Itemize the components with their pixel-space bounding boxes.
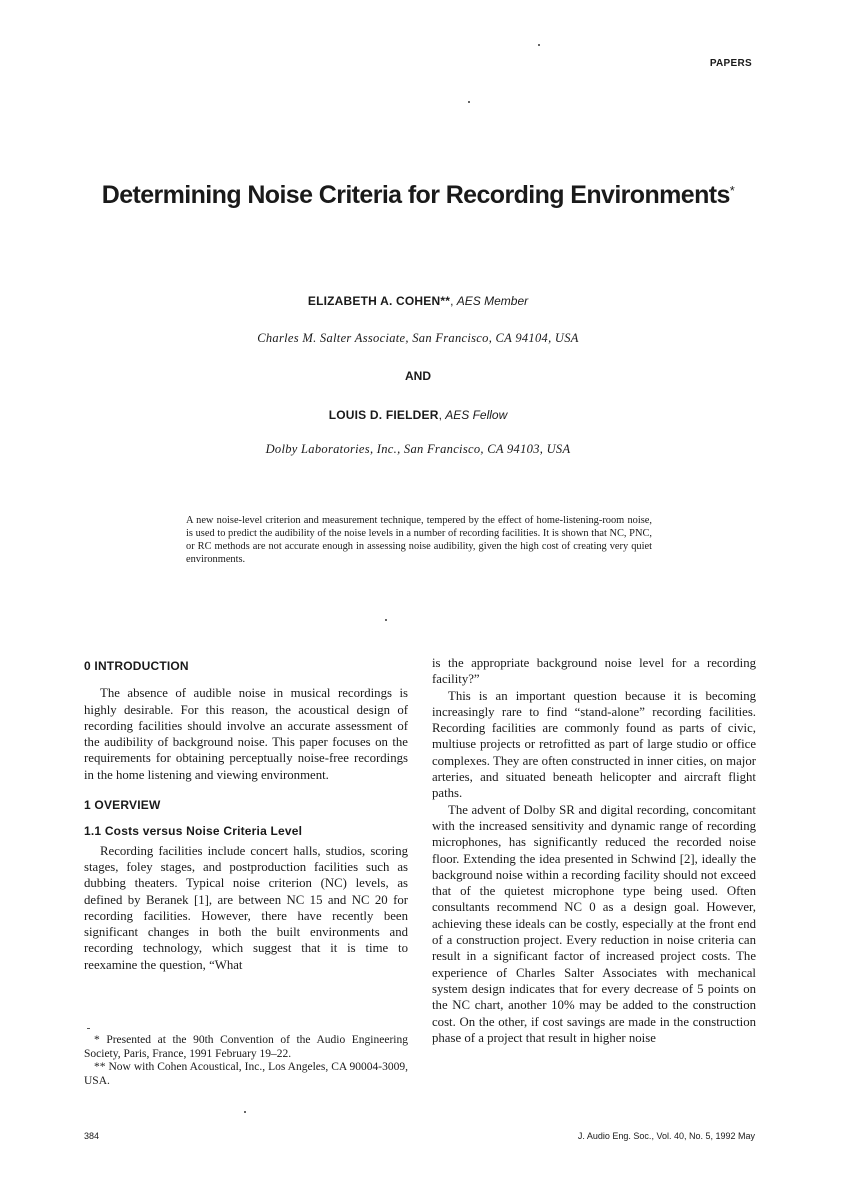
author-2-role: AES Fellow	[445, 408, 508, 422]
author-separator: AND	[405, 369, 431, 383]
subsection-heading: 1.1 Costs versus Noise Criteria Level	[84, 824, 303, 839]
footnotes	[84, 1034, 408, 1088]
scan-speck	[244, 1111, 246, 1113]
author-1: ELIZABETH A. COHEN**, AES Member	[307, 294, 529, 308]
left-column	[84, 654, 408, 973]
right-column	[432, 655, 756, 1046]
section-heading-introduction: 0 INTRODUCTION	[84, 659, 189, 673]
author-1-name: ELIZABETH A. COHEN	[307, 294, 441, 308]
scan-speck	[538, 44, 540, 46]
footnote-rule	[87, 1028, 90, 1029]
paragraph: Recording facilities include concert halls, studios, scoring stages, foley stages, and postproduction facilities such as dubbing theaters. Typical noise criterion (NC) levels, as defined by Beranek [1], are between NC 15 and NC 20 for recording facilities. However, there have recently been significant changes in both the built environments and recording technology, which suggest that it is time to reexamine the question, “What	[84, 843, 408, 972]
section-heading-overview: 1 OVERVIEW	[84, 798, 161, 813]
scan-speck	[385, 619, 387, 621]
section-label: PAPERS	[709, 58, 752, 69]
paper-title-text: Determining Noise Criteria for Recording Environments	[101, 181, 730, 209]
author-2-name: LOUIS D. FIELDER	[328, 408, 439, 422]
paper-title	[100, 178, 736, 212]
journal-reference: J. Audio Eng. Soc., Vol. 40, No. 5, 1992 May	[577, 1131, 755, 1141]
footnote: ** Now with Cohen Acoustical, Inc., Los Angeles, CA 90004-3009, USA.	[84, 1061, 408, 1087]
paragraph: is the appropriate background noise level for a recording facility?”	[432, 656, 756, 687]
footnote: * Presented at the 90th Convention of the Audio Engineering Society, Paris, France, 1991 February 19–22.	[84, 1034, 408, 1060]
abstract: A new noise-level criterion and measurement technique, tempered by the effect of home-listening-room noise, is used to predict the audibility of the noise levels in a number of recording facilities. It is shown that NC, PNC, or RC methods are not accurate enough in assessing noise audibility, given the high cost of creating very quiet environments.	[186, 515, 652, 565]
author-1-role: AES Member	[456, 294, 529, 308]
paragraph: The advent of Dolby SR and digital recording, concomitant with the increased sensitivity and dynamic range of recording microphones, has significantly reduced the recorded noise floor. Extending the idea presented in Schwind [2], ideally the background noise within a recording facility should not exceed that of the quietest microphone type being used. Often consultants recommend NC 0 as a design goal. However, achieving these ideals can be costly, especially at the front end of a construction project. Every reduction in noise criteria can result in a significant factor of increased project costs. The experience of Charles Salter Associates with mechanical system design indicates that for every decrease of 5 points on the NC chart, another 10% may be added to the construction cost. On the other, if cost savings are made in the construction phase of a project that result in higher noise	[432, 802, 756, 1045]
scan-speck	[468, 101, 470, 103]
author-2-affiliation: Dolby Laboratories, Inc., San Francisco, CA 94103, USA	[265, 442, 571, 456]
paragraph: This is an important question because it is becoming increasingly rare to find “stand-alone” recording facilities. Recording facilities are commonly found as parts of civic, multiuse projects or retrofitted as part of large studio or office complexes. They are often constructed in inner cities, on major arteries, and situated beneath helicopter and aircraft flight paths.	[432, 688, 756, 801]
page-number: 384	[84, 1131, 100, 1141]
author-2: LOUIS D. FIELDER, AES Fellow	[328, 408, 508, 422]
author-1-mark: **	[440, 294, 451, 308]
paragraph: The absence of audible noise in musical recordings is highly desirable. For this reason, the acoustical design of recording facilities should involve an accurate assessment of the audibility of background noise. This paper focuses on the requirements for obtaining perceptually noise-free recordings in the home listening and viewing environment.	[84, 686, 408, 782]
title-footnote-mark: *	[729, 183, 735, 198]
author-1-affiliation: Charles M. Salter Associate, San Francisco, CA 94104, USA	[257, 331, 579, 345]
